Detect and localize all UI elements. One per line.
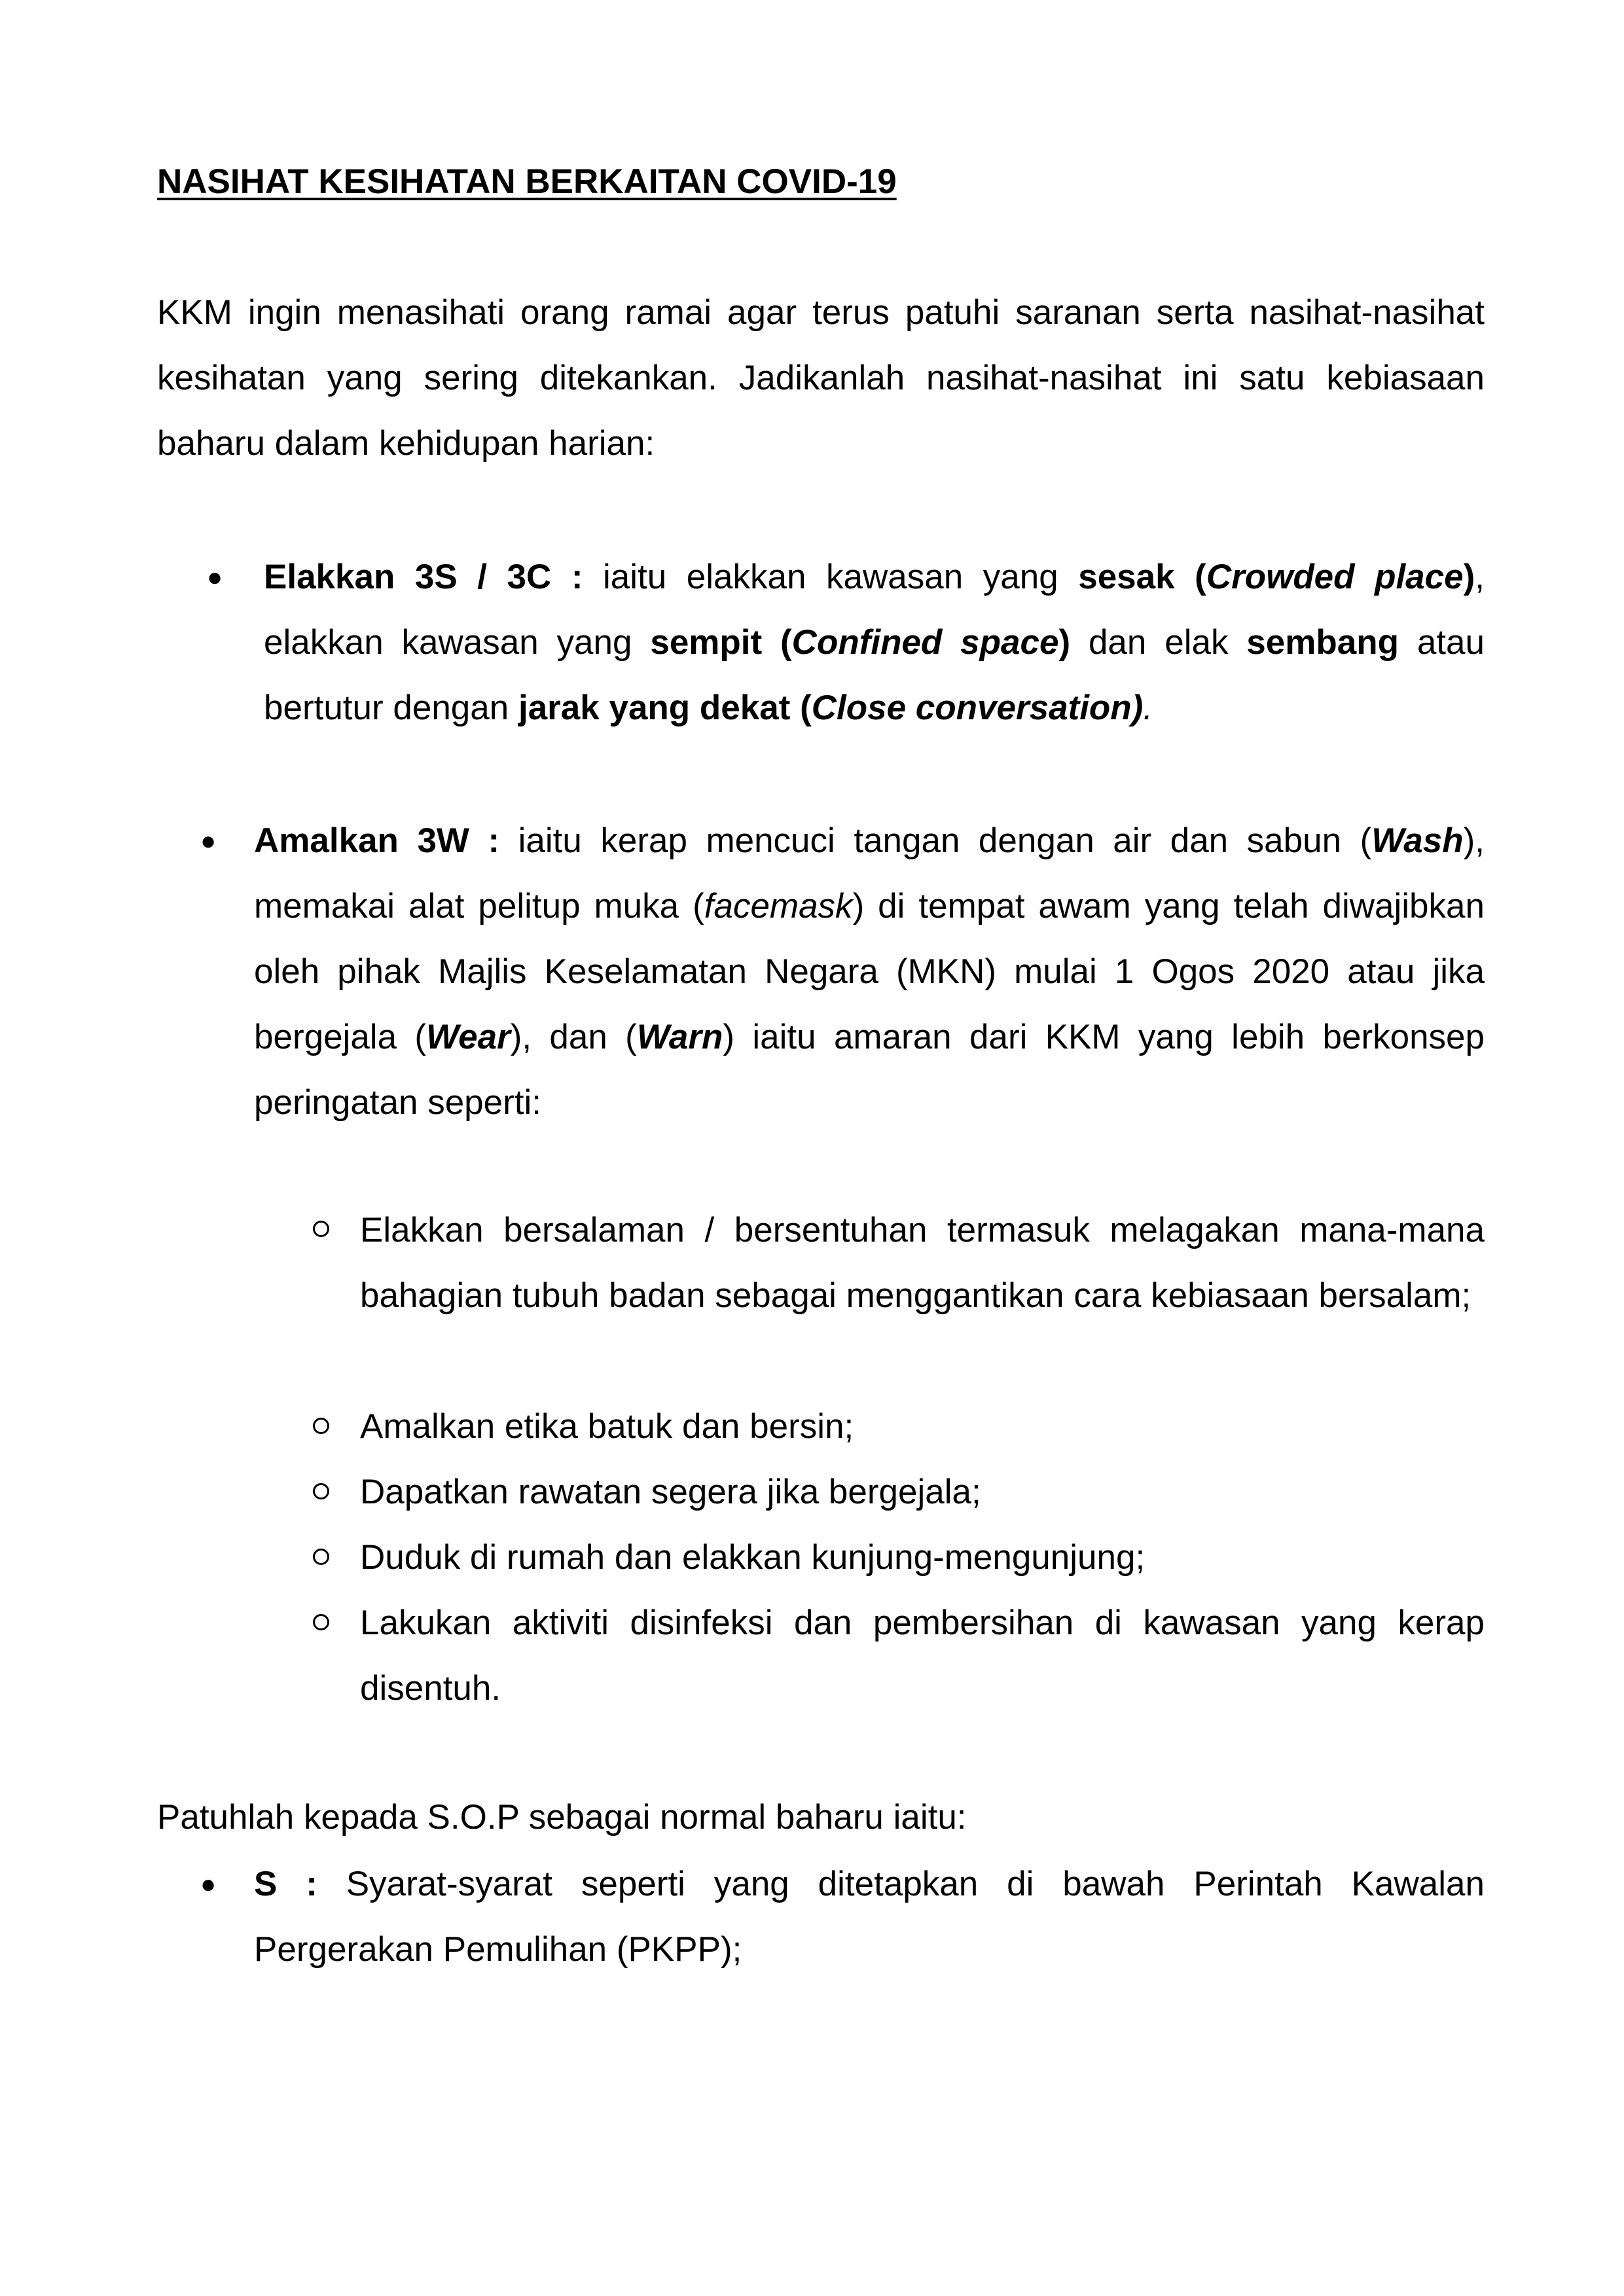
list-item-3s: Elakkan 3S / 3C : iaitu elakkan kawasan yang sesak (Crowded place), elakkan kawasan yang sempit (Confined space) dan elak sembang atau bertutur dengan jarak yang dekat (Close conversation). bbox=[264, 558, 1485, 727]
bullet-icon: ● bbox=[200, 1870, 217, 1899]
sub-list-item: Lakukan aktiviti disinfeksi dan pembersihan di kawasan yang kerap disentuh. bbox=[360, 1604, 1485, 1708]
page-title: NASIHAT KESIHATAN BERKAITAN COVID-19 bbox=[157, 162, 897, 201]
sop-intro-paragraph: Patuhlah kepada S.O.P sebagai normal baharu iaitu: bbox=[157, 1798, 967, 1837]
list-item-3w: Amalkan 3W : iaitu kerap mencuci tangan dengan air dan sabun (Wash), memakai alat pelitup muka (facemask) di tempat awam yang telah diwajibkan oleh pihak Majlis Keselamatan Negara (MKN) mulai 1 Ogos 2020 atau jika bergejala (Wear), dan (Warn) iaitu amaran dari KKM yang lebih berkonsep peringatan seperti: bbox=[254, 821, 1485, 1122]
sub-list-item: Dapatkan rawatan segera jika bergejala; bbox=[360, 1473, 981, 1511]
sub-list-item: Elakkan bersalaman / bersentuhan termasuk melagakan mana-mana bahagian tubuh badan sebagai menggantikan cara kebiasaan bersalam; bbox=[360, 1211, 1485, 1315]
circle-bullet-icon bbox=[313, 1614, 329, 1630]
list-item-sop-s: S : Syarat-syarat seperti yang ditetapkan di bawah Perintah Kawalan Pergerakan Pemulihan (PKPP); bbox=[254, 1865, 1485, 1969]
bullet-icon: ● bbox=[207, 563, 223, 592]
circle-bullet-icon bbox=[313, 1418, 329, 1434]
intro-paragraph: KKM ingin menasihati orang ramai agar terus patuhi saranan serta nasihat-nasihat kesihatan yang sering ditekankan. Jadikanlah nasihat-nasihat ini satu kebiasaan baharu dalam kehidupan harian: bbox=[157, 293, 1485, 463]
circle-bullet-icon bbox=[313, 1549, 329, 1565]
bullet-icon: ● bbox=[200, 827, 217, 855]
circle-bullet-icon bbox=[313, 1221, 329, 1237]
sub-list-item: Duduk di rumah dan elakkan kunjung-mengunjung; bbox=[360, 1538, 1146, 1577]
sub-list-item: Amalkan etika batuk dan bersin; bbox=[360, 1407, 854, 1446]
circle-bullet-icon bbox=[313, 1483, 329, 1499]
